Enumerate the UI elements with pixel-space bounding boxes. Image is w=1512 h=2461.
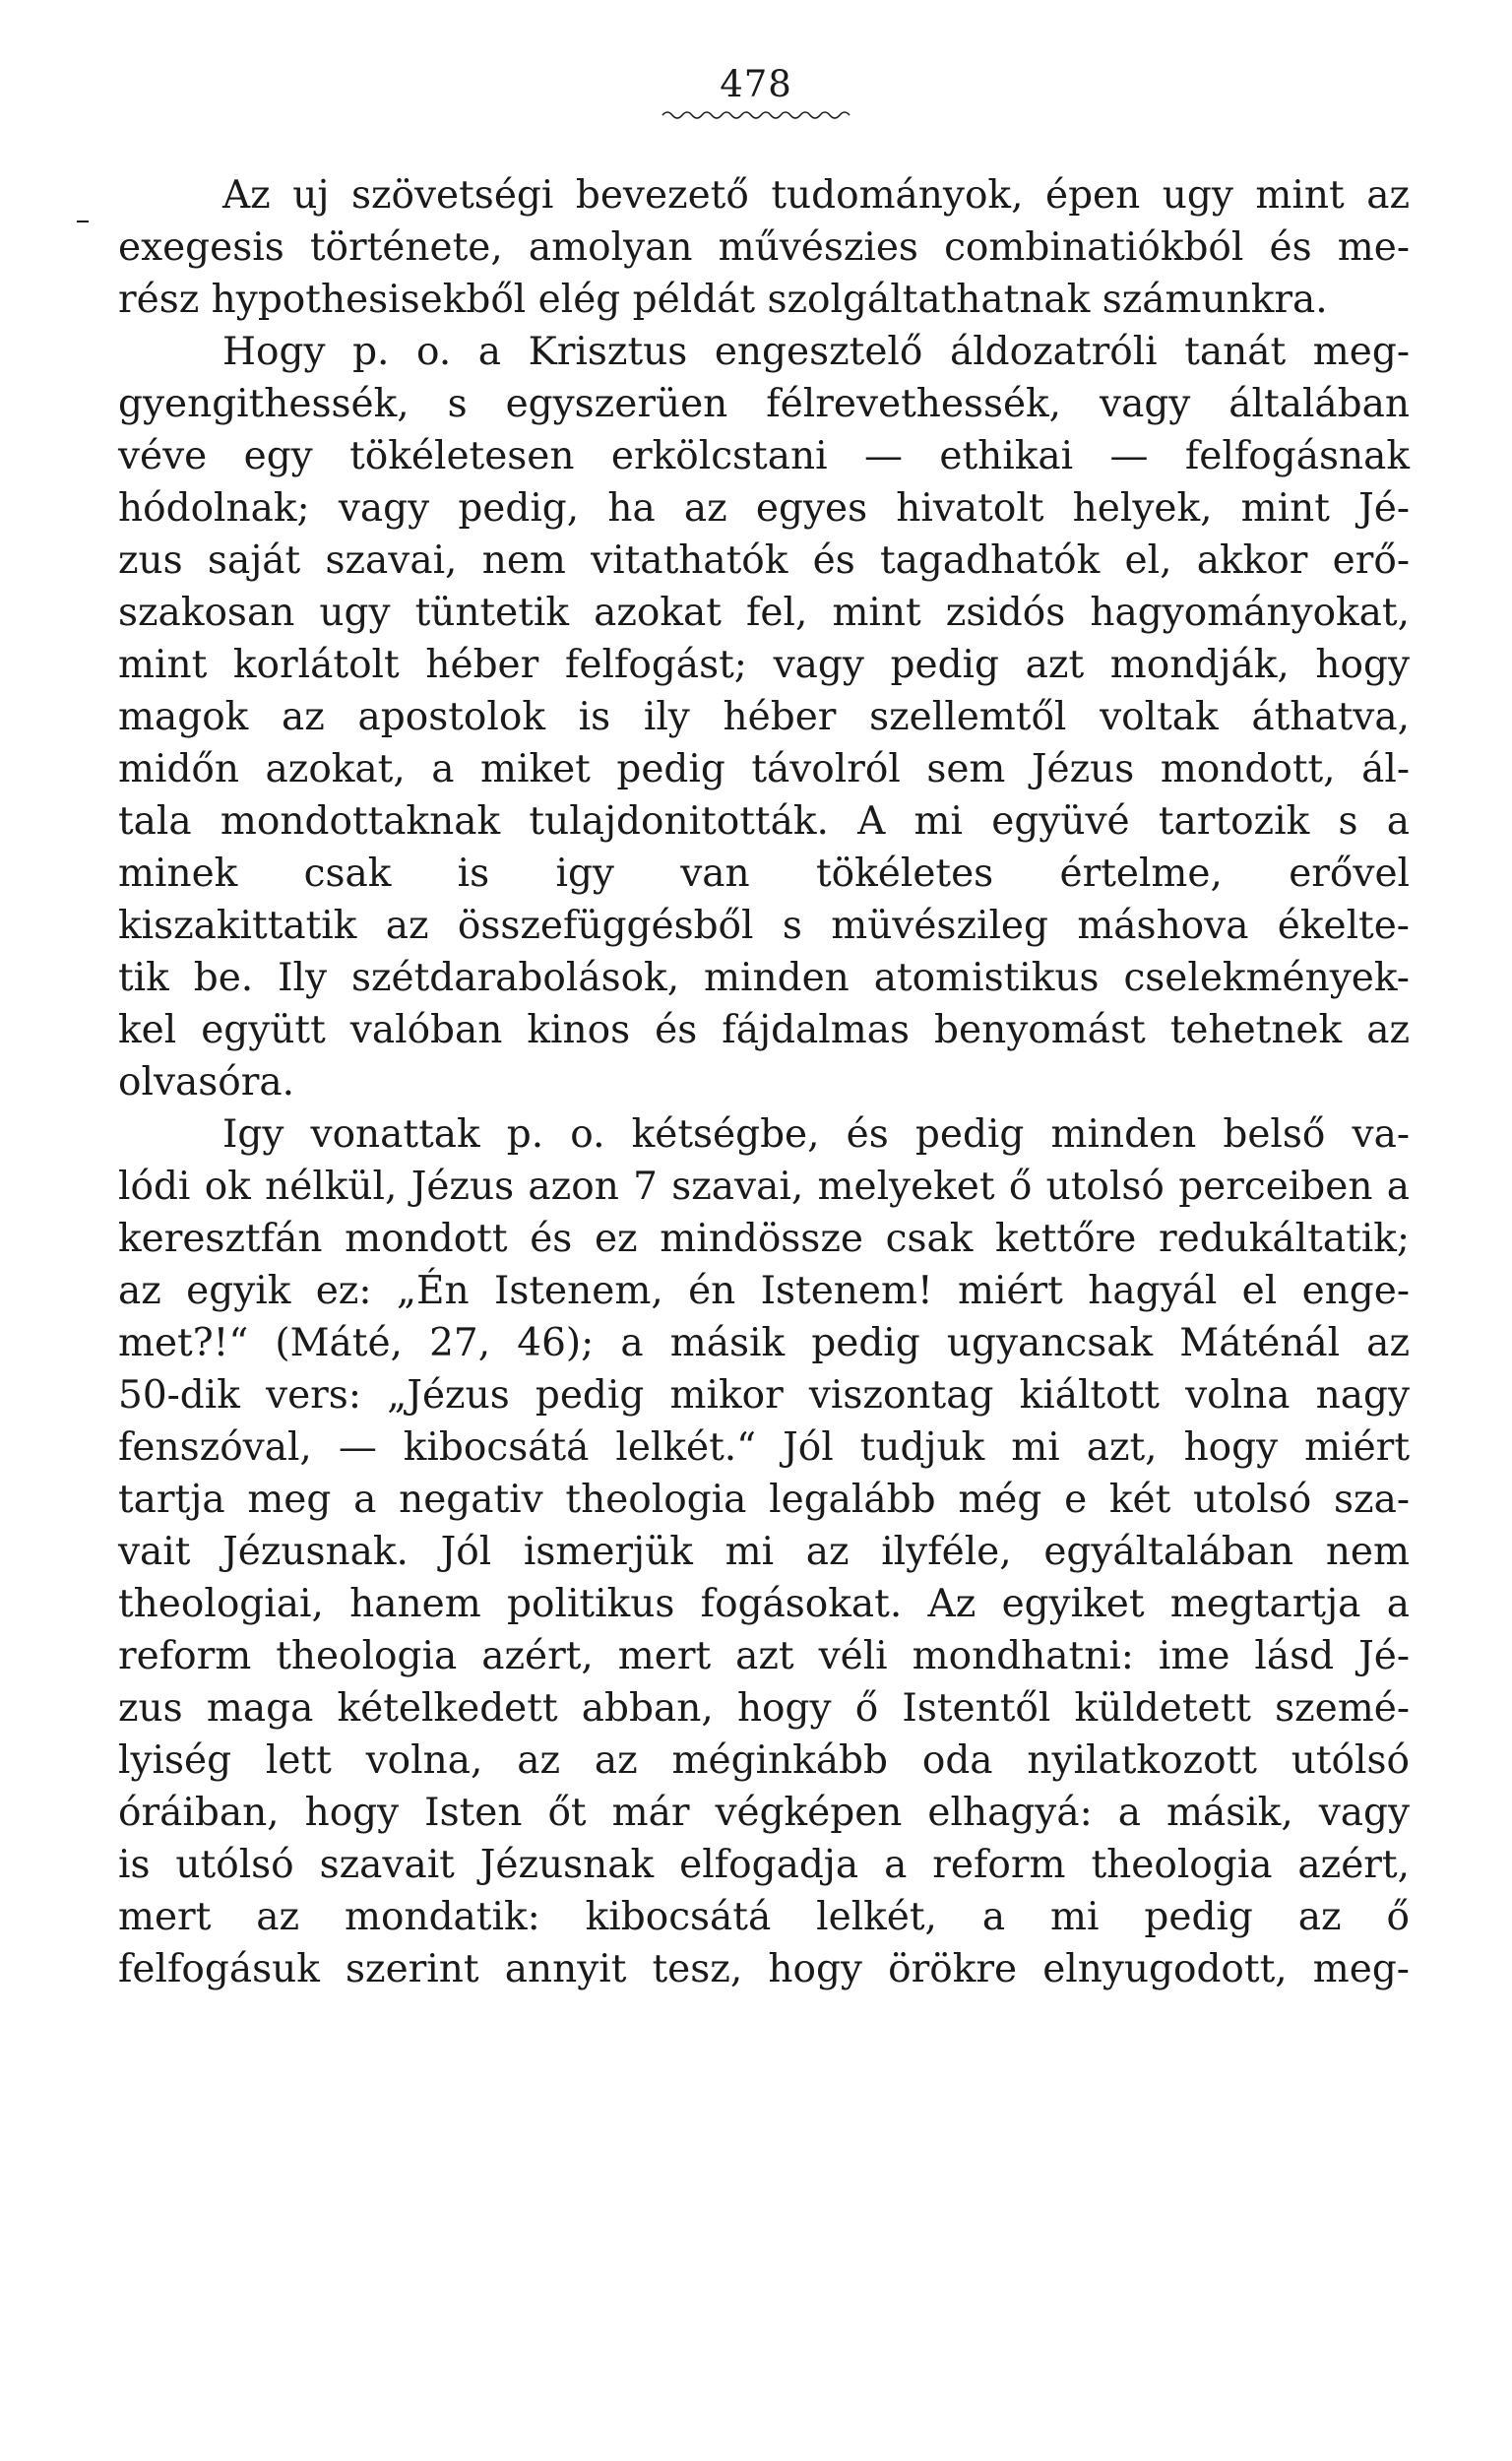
text-line: kiszakittatik az összefüggésből s müvészileg máshova ékelte- (118, 904, 1410, 948)
text-line: Hogy p. o. a Krisztus engesztelő áldozatróli tanát meg- (222, 330, 1410, 374)
text-line: is utólsó szavait Jézusnak elfogadja a reform theologia azért, (118, 1843, 1410, 1887)
text-line: midőn azokat, a miket pedig távolról sem Jézus mondott, ál- (118, 747, 1410, 791)
text-line: felfogásuk szerint annyit tesz, hogy örökre elnyugodott, meg- (118, 1947, 1410, 1991)
text-line: óráiban, hogy Isten őt már végképen elhagyá: a másik, vagy (118, 1791, 1410, 1835)
text-line: Igy vonattak p. o. kétségbe, és pedig minden belső va- (222, 1112, 1410, 1157)
text-line: véve egy tökéletesen erkölcstani — ethikai — felfogásnak (118, 434, 1410, 478)
page-number: 478 (720, 63, 792, 105)
decorative-wavy-rule (658, 108, 854, 122)
paragraph (118, 326, 1410, 1108)
text-line: mint korlátolt héber felfogást; vagy pedig azt mondják, hogy (118, 643, 1410, 687)
text-line: vait Jézusnak. Jól ismerjük mi az ilyféle, egyáltalában nem (118, 1530, 1410, 1574)
text-line: kel együtt valóban kinos és fájdalmas benyomást tehetnek az (118, 1008, 1410, 1052)
text-line: 50-dik vers: „Jézus pedig mikor viszontag kiáltott volna nagy (118, 1373, 1410, 1418)
text-line: mert az mondatik: kibocsátá lelkét, a mi pedig az ő (118, 1895, 1410, 1939)
text-line: olvasóra. (118, 1060, 295, 1104)
text-line: zus saját szavai, nem vitathatók és tagadhatók el, akkor erő- (118, 538, 1410, 583)
text-line: zus maga kételkedett abban, hogy ő Istentől küldetett szemé- (118, 1686, 1410, 1731)
text-line: met?!“ (Máté, 27, 46); a másik pedig ugyancsak Máténál az (118, 1321, 1410, 1365)
text-line: exegesis története, amolyan művészies combinatiókból és me- (118, 225, 1410, 270)
text-line: szakosan ugy tüntetik azokat fel, mint zsidós hagyományokat, (118, 591, 1410, 635)
text-line: lódi ok nélkül, Jézus azon 7 szavai, melyeket ő utolsó perceiben a (118, 1165, 1410, 1209)
text-line: theologiai, hanem politikus fogásokat. Az egyiket megtartja a (118, 1582, 1410, 1626)
text-line: tartja meg a negativ theologia legalább még e két utolsó sza- (118, 1478, 1410, 1522)
text-line: magok az apostolok is ily héber szellemtől voltak áthatva, (118, 695, 1410, 739)
text-line: Az uj szövetségi bevezető tudományok, épen ugy mint az (222, 173, 1410, 218)
paragraph (118, 1108, 1410, 1995)
paragraph (118, 169, 1410, 326)
text-line: reform theologia azért, mert azt véli mondhatni: ime lásd Jé- (118, 1634, 1410, 1678)
page-header (0, 61, 1512, 122)
text-line: tala mondottaknak tulajdonitották. A mi együvé tartozik s a (118, 799, 1410, 844)
margin-mark (77, 221, 89, 222)
text-line: minek csak is igy van tökéletes értelme, erővel (118, 852, 1410, 896)
text-line: az egyik ez: „Én Istenem, én Istenem! miért hagyál el enge- (118, 1269, 1410, 1313)
body-text (118, 169, 1410, 1995)
text-line: hódolnak; vagy pedig, ha az egyes hivatolt helyek, mint Jé- (118, 486, 1410, 531)
text-line: keresztfán mondott és ez mindössze csak kettőre redukáltatik; (118, 1217, 1410, 1261)
text-line: gyengithessék, s egyszerüen félrevethessék, vagy általában (118, 382, 1410, 426)
text-line: rész hypothesisekből elég példát szolgáltathatnak számunkra. (118, 278, 1328, 322)
text-line: tik be. Ily szétdarabolások, minden atomistikus cselekmények- (118, 956, 1410, 1000)
text-line: lyiség lett volna, az az méginkább oda nyilatkozott utólsó (118, 1738, 1410, 1783)
text-line: fenszóval, — kibocsátá lelkét.“ Jól tudjuk mi azt, hogy miért (118, 1425, 1410, 1470)
